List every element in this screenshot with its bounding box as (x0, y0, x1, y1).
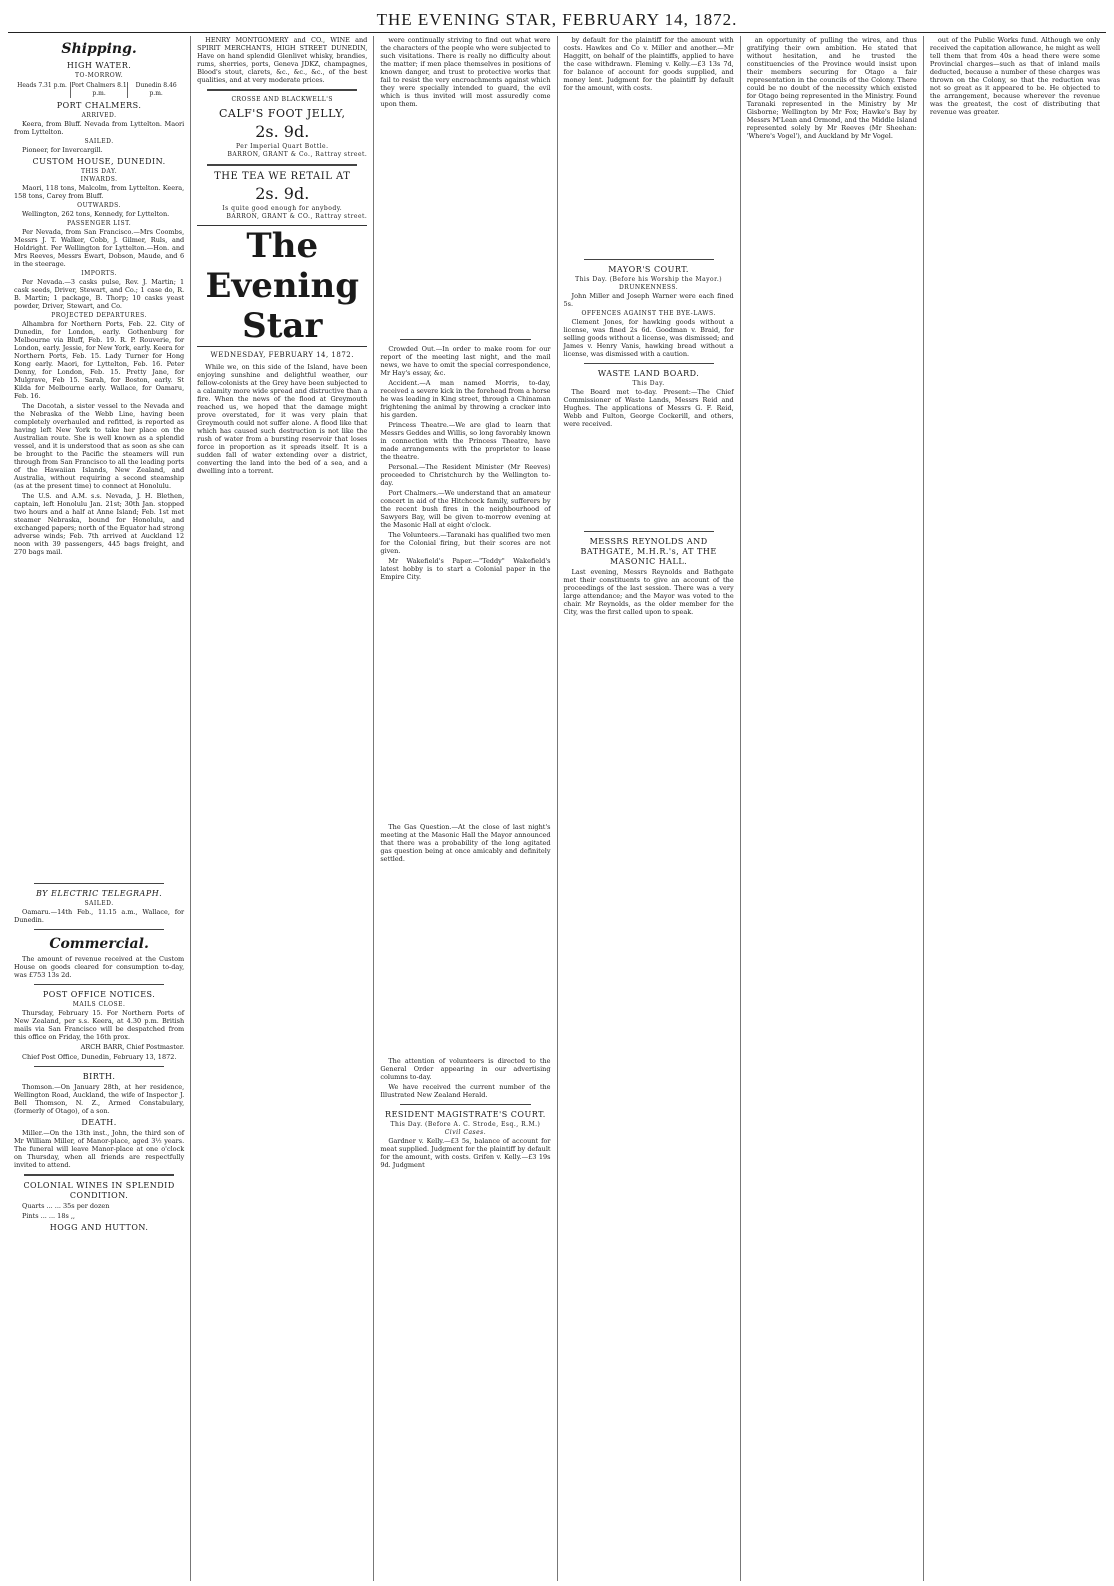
shipping-body-filler (14, 558, 184, 878)
mails-close-heading: MAILS CLOSE. (72, 1001, 126, 1008)
tomorrow-label: TO-MORROW. (74, 72, 124, 79)
masthead-rule (8, 32, 1106, 33)
jelly-price: 2s. 9d. (255, 122, 310, 141)
jelly-unit: Per Imperial Quart Bottle. (236, 143, 329, 150)
inwards-heading: INWARDS. (80, 176, 118, 183)
telegraph-sailed-heading: SAILED. (84, 900, 114, 907)
masthead: THE EVENING STAR, FEBRUARY 14, 1872. (376, 10, 738, 29)
separator (400, 1104, 530, 1105)
meeting-continued: an opportunity of pulling the wires, and thus gratifying their own ambition. He stated that without hesitation, and he trusted the constituencies of the Province would insist upon their members securing for Otago a fair representation in the councils of the Colony. There could be no doubt of the necessity which existed for Otago being represented in the Ministry. Found Taranaki represented in the Ministry by Mr Gisborne; Wellington by Mr Fox; Hawke's Bay by Messrs M'Lean and Ormond, and the Middle Island represented solely by Mr Reeves (Mr Sheehan: 'Where's Vogel'), and Auckland by Mr Vogel. (746, 36, 917, 140)
projected-text: Alhambra for Northern Ports, Feb. 22. City of Dunedin, for London, early. Gothenburg for Melbourne via Bluff, Feb. 19. R. P. Rouverie, for London, early. Jessie, for New York, early. Keera for Northern Ports, Feb. 15. Lady Turner for Hong Kong early. Maori, for Lyttelton, Feb. 16. Peter Denny, for London, Feb. 15. Pretty Jane, for Mulgrave, Feb 15. Sarah, for Boston, early. St Kilda for Melbourne early. Wallace, for Oamaru, Feb. 16. (14, 320, 185, 400)
civil-cases-text: Gardner v. Kelly.—£3 5s, balance of account for meat supplied. Judgment for the plaintiff by default for the amount, with costs. Grifen v. Kelly.—£3 19s 9d. Judgment (380, 1137, 551, 1169)
meeting-continued-2: out of the Public Works fund. Although we only received the capitation allowance, he might as well tell them that from 40s a head there were some Provincial charges—such as that of inland mails deducted, because a number of these charges was thrown on the Colony, so that the reduction was not so great as it appeared to be. He objected to the arrangement, because wherever the revenue was the greatest, the cost of distributing that revenue was greater. (929, 36, 1101, 116)
calfs-foot-jelly-title: CALF'S FOOT JELLY, (218, 107, 346, 120)
crowded-out-item: Crowded Out.—In order to make room for our report of the meeting last night, and the mail news, we have to omit the special correspondence, Mr Hay's essay, &c. (380, 345, 551, 377)
drunkenness-heading: DRUNKENNESS. (619, 284, 679, 291)
arrived-heading: ARRIVED. (81, 112, 117, 119)
passenger-text: Per Nevada, from San Francisco.—Mrs Coombs, Messrs J. T. Walker, Cobb, J. Gilmer, Ruls, and Holdright. Per Wellington for Lyttelton.—Hon. and Mrs Reeves, Messrs Ewart, Dobson, Maude, and 6 in the steerage. (14, 228, 185, 268)
projected-heading: PROJECTED DEPARTURES. (51, 312, 147, 319)
inwards-text: Maori, 118 tons, Malcolm, from Lyttelton. Keera, 158 tons, Carey from Bluff. (14, 184, 185, 200)
separator (34, 929, 164, 930)
tide-heads: Heads 7.31 p.m. (14, 82, 71, 98)
separator (584, 259, 714, 260)
tea-ad-title: THE TEA WE RETAIL AT (214, 171, 351, 182)
port-heading: PORT CHALMERS. (56, 101, 142, 110)
gas-filler (380, 865, 550, 1057)
outwards-heading: OUTWARDS. (77, 202, 121, 209)
port-chalmers-item: Port Chalmers.—We understand that an amateur concert in aid of the Hitchcock family, sufferers by the recent bush fires in the neighbourhood of Sawyers Bay, will be given to-morrow evening at the Masonic Hall at eight o'clock. (380, 489, 551, 529)
court-filler (564, 94, 734, 254)
hogg-hutton-signature: HOGG AND HUTTON. (49, 1223, 149, 1232)
birth-heading: BIRTH. (82, 1072, 116, 1081)
leader-continued: were continually striving to find out what were the characters of the people who were subjected to such visitations. There is really no difficulty about the matter; if men place themselves in positions of known danger, and trust to protective works that fail to resist the very encroachments against which they were specially intended to guard, the evil which is thus invited will most assuredly come upon them. (380, 36, 551, 108)
separator (584, 363, 714, 364)
column-3 (374, 36, 557, 1581)
wines-pints: Pints ... ... 18s ,, (22, 1212, 75, 1220)
tea-price: 2s. 9d. (255, 184, 310, 203)
leader-continued-filler (380, 110, 550, 334)
shipping-body-1: The Dacotah, a sister vessel to the Nevada and the Nebraska of the Webb Line, having been completely overhauled and refitted, is reported as having left New York to take her place on the Australian route. She is well known as a splendid vessel, and it is understood that as soon as she can be brought to the Pacific the steamers will run through from San Francisco to all the leading ports of the Hawaiian Islands, New Zealand, and Australia, without requiring a second steamship (as at the present time) to connect at Honolulu. (14, 402, 185, 490)
wines-heading: COLONIAL WINES IN SPLENDID CONDITION. (23, 1181, 175, 1200)
crosse-blackwell-heading: CROSSE AND BLACKWELL'S (231, 96, 334, 103)
princess-theatre-item: Princess Theatre.—We are glad to learn that Messrs Geddes and Willis, so long favorably known in connection with the Princess Theatre, have made arrangements with the proprietor to lease the theatre. (380, 421, 551, 461)
death-text: Miller.—On the 13th inst., John, the third son of Mr William Miller, of Manor-place, aged 3½ years. The funeral will leave Manor-place at one o'clock on Thursday, when all friends are respectfully invited to attend. (14, 1129, 185, 1169)
separator (34, 984, 164, 985)
birth-text: Thomson.—On January 28th, at her residence, Wellington Road, Auckland, the wife of Inspector J. Bell Thomson, N. Z., Armed Constabulary, (formerly of Otago), of a son. (14, 1083, 185, 1115)
separator (207, 89, 357, 91)
meeting-continued-2-filler (930, 118, 1100, 1454)
post-office-heading: POST OFFICE NOTICES. (42, 990, 156, 999)
sailed-heading: SAILED. (84, 138, 114, 145)
column-4 (558, 36, 741, 1581)
gas-question-item: The Gas Question.—At the close of last night's meeting at the Masonic Hall the Mayor announced that there was a probability of the long agitated gas question being at once amicably and definitely settled. (380, 823, 551, 863)
waste-filler (564, 430, 734, 526)
drunkenness-text: John Miller and Joseph Warner were each fined 5s. (563, 292, 734, 308)
commercial-heading: Commercial. (49, 936, 149, 952)
news-filler (380, 583, 550, 823)
separator (24, 1174, 174, 1176)
telegraph-sailed-text: Oamaru.—14th Feb., 11.15 a.m., Wallace, for Dunedin. (14, 908, 185, 924)
customs-heading: CUSTOM HOUSE, DUNEDIN. (32, 157, 166, 166)
bylaws-text: Clement Jones, for hawking goods without a license, was fined 2s 6d. Goodman v. Braid, for selling goods without a license, was dismissed; and James v. Henry Vanis, hawking bread without a license, was dismissed with a caution. (563, 318, 734, 358)
column-5 (741, 36, 924, 1581)
this-day-label: THIS DAY. (81, 168, 118, 175)
tea-seller: BARRON, GRANT & CO., Rattray street. (226, 213, 368, 220)
tide-dunedin: Dunedin 8.46 p.m. (135, 82, 177, 97)
leader-article: While we, on this side of the Island, have been enjoying sunshine and delightful weather, our fellow-colonists at the Grey have been subjected to a calamity more wide spread and distructive than a fire. When the news of the flood at Greymouth reached us, we hoped that the damage might prove overstated, for it was very plain that Greymouth could not suffer alone. A flood like that which has caused such destruction is not like the rush of water from a bursting reservoir that loses force in proportion as it spreads itself. It is a sudden fall of water extending over a district, converting the land into the bed of a sea, and a dwelling into a torrent. (197, 363, 368, 475)
issue-date: WEDNESDAY, FEBRUARY 14, 1872. (210, 351, 354, 359)
waste-land-sub: This Day. (632, 380, 665, 387)
leader-filler (197, 477, 367, 1229)
waste-land-heading: WASTE LAND BOARD. (597, 369, 700, 378)
newspaper-page (8, 36, 1106, 1581)
separator (207, 164, 357, 166)
separator (400, 339, 530, 340)
tide-port-chalmers: Port Chalmers 8.1 p.m. (71, 82, 127, 97)
imports-heading: IMPORTS. (81, 270, 117, 277)
volunteers-item: The Volunteers.—Taranaki has qualified two men for the Colonial firing, but their scores are not given. (380, 531, 551, 555)
separator (584, 531, 714, 532)
court-continued: by default for the plaintiff for the amount with costs. Hawkes and Co v. Miller and another.—Mr Haggitt, on behalf of the plaintiffs, applied to have the case withdrawn. Fleming v. Kelly.—£3 13s 7d, for balance of account for goods supplied, and money lent. Judgment for the plaintiff by default for the amount, with costs. (563, 36, 734, 92)
jelly-seller: BARRON, GRANT & Co., Rattray street. (227, 151, 368, 158)
personal-item: Personal.—The Resident Minister (Mr Reeves) proceeded to Christchurch by the Wellington to-day. (380, 463, 551, 487)
sailed-text: Pioneer, for Invercargill. (22, 146, 103, 154)
evening-star-logo: The Evening Star (197, 225, 367, 347)
wines-quarts: Quarts ... ... 35s per dozen (22, 1202, 110, 1210)
tea-ad-body: Is quite good enough for anybody. (222, 205, 343, 212)
volunteers-notice: The attention of volunteers is directed to the General Order appearing in our advertising columns to-day. (380, 1057, 551, 1081)
wakefield-item: Mr Wakefield's Paper.—"Teddy" Wakefield's latest hobby is to start a Colonial paper in the Empire City. (380, 557, 551, 581)
rm-court-heading: RESIDENT MAGISTRATE'S COURT. (385, 1110, 546, 1119)
arrived-text: Keera, from Bluff. Nevada from Lyttelton. Maori from Lyttelton. (14, 120, 185, 136)
mayors-court-heading: MAYOR'S COURT. (608, 265, 689, 274)
passenger-heading: PASSENGER LIST. (67, 220, 132, 227)
accident-item: Accident.—A man named Morris, to-day, received a severe kick in the forehead from a horse he was leading in King street, through a Chinaman frightening the animal by throwing a cracker into his garden. (380, 379, 551, 419)
column-1 (8, 36, 191, 1581)
received-notice: We have received the current number of the Illustrated New Zealand Herald. (380, 1083, 551, 1099)
imports-text: Per Nevada.—3 casks pulse, Rev. J. Martin; 1 cask seeds, Driver, Stewart, and Co.; 1 case do, R. B. Martin; 1 package, B. Thorp; 10 casks yeast powder, Driver, Stewart, and Co. (14, 278, 185, 310)
post-office-text: Thursday, February 15. For Northern Ports of New Zealand, per s.s. Keera, at 4.30 p.m. British mails via San Francisco will be despatched from this office on Friday, the 16th prox. (14, 1009, 185, 1041)
separator (34, 883, 164, 884)
montgomery-ad: HENRY MONTGOMERY and CO., WINE and SPIRIT MERCHANTS, HIGH STREET DUNEDIN, Have on hand splendid Glenlivet whisky, brandies, rums, sherries, ports, Geneva JDKZ, champagnes, Blood's stout, clarets, &c., &c., &c., of the best qualities, and at very moderate prices. (197, 36, 368, 84)
high-water-heading: HIGH WATER. (66, 61, 132, 70)
waste-land-text: The Board met to-day. Present:—The Chief Commissioner of Waste Lands, Messrs Reid and Hughes. The applications of Messrs G. F. Reid, Webb and Fulton, George Cockerill, and others, were received. (563, 388, 734, 428)
civil-cases-heading: Civil Cases. (444, 1129, 487, 1136)
meeting-continued-filler (747, 142, 917, 1478)
meeting-text: Last evening, Messrs Reynolds and Bathgate met their constituents to give an account of the proceedings of the last session. There was a very large attendance; and the Mayor was voted to the chair. Mr Reynolds, as the older member for the City, was the first called upon to speak. (563, 568, 734, 616)
outwards-text: Wellington, 262 tons, Kennedy, for Lyttelton. (22, 210, 170, 218)
post-office-date: Chief Post Office, Dunedin, February 13, 1872. (22, 1053, 177, 1061)
shipping-body-2: The U.S. and A.M. s.s. Nevada, J. H. Blethen, captain, left Honolulu Jan. 21st; 30th Jan. stopped two hours and a half at Anne Island; Feb. 1st met steamer Nebraska, bound for Honolulu, and exchanged papers; north of the Equator had strong adverse winds; Feb. 7th arrived at Auckland 12 noon with 39 passengers, 445 bags freight, and 270 bags mail. (14, 492, 185, 556)
mayors-court-sub: This Day. (Before his Worship the Mayor.) (575, 276, 723, 283)
column-2 (191, 36, 374, 1581)
meeting-heading: MESSRS REYNOLDS AND BATHGATE, M.H.R.'s, AT THE MASONIC HALL. (580, 537, 717, 566)
separator (34, 1066, 164, 1067)
rm-court-sub: This Day. (Before A. C. Strode, Esq., R.M.) (390, 1121, 541, 1128)
telegraph-heading: BY ELECTRIC TELEGRAPH. (35, 889, 163, 898)
meeting-filler (564, 618, 734, 1418)
bylaws-heading: OFFENCES AGAINST THE BYE-LAWS. (581, 310, 716, 317)
tide-table (14, 82, 184, 98)
death-heading: DEATH. (81, 1118, 117, 1127)
column-6 (924, 36, 1106, 1581)
shipping-heading: Shipping. (61, 41, 137, 57)
commercial-text: The amount of revenue received at the Custom House on goods cleared for consumption to-day, was £753 13s 2d. (14, 955, 185, 979)
post-office-signature: ARCH BARR, Chief Postmaster. (80, 1043, 185, 1051)
